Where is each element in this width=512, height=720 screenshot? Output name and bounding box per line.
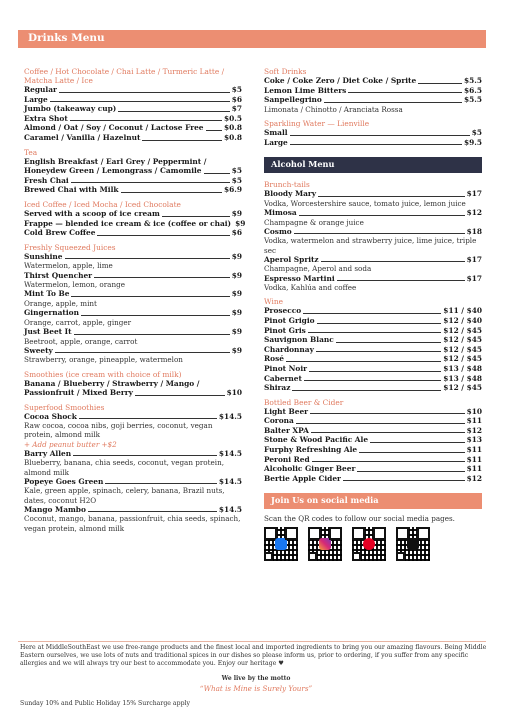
item-name: Almond / Oat / Soy / Coconut / Lactose Free [24, 123, 204, 133]
item-price: $5.5 [463, 95, 482, 105]
section-title-iced: Iced Coffee / Iced Mocha / Iced Chocolate [24, 199, 181, 209]
item-price: $0.8 [223, 123, 242, 133]
section-title-smoothies: Smoothies (ice cream with choice of milk) [24, 369, 182, 379]
item-price: $13 [466, 435, 482, 445]
menu-item [24, 327, 242, 337]
item-price: $17 [466, 273, 482, 283]
item-name: Cold Brew Coffee [24, 228, 96, 238]
menu-item [264, 474, 482, 484]
item-description: Raw cocoa, cocoa nibs, goji berries, coconut, vegan protein, almond milk [24, 421, 213, 440]
item-price: $10 [226, 388, 242, 398]
section-title-superfood: Superfood Smoothies [24, 402, 105, 412]
item-price: $0.5 [223, 113, 242, 123]
menu-item [24, 252, 242, 262]
menu-item [264, 189, 482, 199]
alcohol-title: Alcohol Menu [271, 159, 335, 170]
item-name: Alcoholic Ginger Beer [264, 464, 356, 474]
soft-list [264, 76, 482, 105]
item-price: $14.5 [218, 504, 242, 514]
section-title-soft: Soft Drinks [264, 67, 307, 76]
item-description: Orange, apple, mint [24, 298, 97, 308]
tea-list [24, 166, 242, 195]
item-name: Mint To Be [24, 289, 70, 299]
menu-item [24, 228, 242, 238]
item-price: $9 [231, 289, 242, 299]
menu-item [24, 85, 242, 95]
item-name: Passionfruit / Mixed Berry [24, 388, 133, 398]
menu-item [264, 138, 482, 148]
menu-item [264, 326, 482, 336]
beer-list [264, 407, 482, 484]
item-price: $5 [231, 166, 242, 176]
section-title-sparkling: Sparkling Water — Lienville [264, 118, 370, 128]
item-name: Pinot Noir [264, 363, 308, 373]
menu-item-cocoa-shock: Cocoa Shock $14.5 [24, 411, 242, 421]
item-price: $0.8 [223, 132, 242, 142]
coffee-list [24, 85, 242, 143]
item-price: $5 [471, 127, 482, 137]
menu-item [264, 274, 482, 284]
iced-list [24, 208, 246, 238]
menu-item [264, 435, 482, 445]
item-name: Bloody Mary [264, 189, 317, 199]
item-name: Frappe — blended ice cream & ice (coffee or chai) [24, 218, 232, 228]
menu-item [24, 185, 242, 195]
item-price: $10 [466, 406, 482, 416]
tiktok-qr-code[interactable] [396, 527, 430, 561]
item-price: $14.5 [218, 448, 242, 458]
item-name: Peroni Red [264, 454, 310, 464]
item-name: Large [264, 137, 288, 147]
menu-item [264, 383, 482, 393]
menu-item [264, 316, 482, 326]
superfood-list [24, 449, 242, 533]
item-price: $9 [231, 251, 242, 261]
item-name: Furphy Refreshing Ale [264, 445, 358, 455]
item-description: Champagne & orange juice [264, 217, 364, 227]
item-name: Honeydew Green / Lemongrass / Camomile [24, 166, 202, 176]
item-name: Balter XPA [264, 425, 309, 435]
left-column [24, 67, 246, 533]
section-title-tea: Tea [24, 147, 38, 157]
menu-item [24, 104, 242, 114]
item-name: Brewed Chai with Milk [24, 185, 119, 195]
item-price: $12 / $45 [443, 325, 482, 335]
menu-item [24, 477, 242, 487]
item-price: $9 [231, 326, 242, 336]
menu-item [24, 449, 242, 459]
item-name: Popeye Goes Green [24, 476, 104, 486]
item-price: $6.5 [463, 85, 482, 95]
menu-item [24, 133, 242, 143]
social-header-bar [264, 493, 482, 509]
menu-item [24, 271, 242, 281]
item-price: $9 [231, 208, 242, 218]
menu-item [264, 354, 482, 364]
item-price: $9 [235, 218, 246, 228]
item-price: $13 / $48 [443, 363, 482, 373]
item-description: Beetroot, apple, orange, carrot [24, 336, 138, 346]
item-price: $18 [466, 226, 482, 236]
item-name: Lemon Lime Bitters [264, 85, 347, 95]
pinterest-icon [363, 538, 375, 550]
alcohol-header-bar [264, 157, 482, 173]
smoothies-multi-line: Banana / Blueberry / Strawberry / Mango / [24, 378, 200, 388]
item-description: Vodka, Kahlúa and coffee [264, 283, 357, 293]
item-price: $11 [466, 445, 482, 455]
motto: “What is Mine is Surely Yours” [199, 684, 313, 693]
menu-item [264, 128, 482, 138]
surcharge-note: Sunday 10% and Public Holiday 15% Surcharge apply [20, 700, 191, 707]
facebook-qr-code[interactable] [264, 527, 298, 561]
right-column [264, 67, 482, 561]
item-name: Coke / Coke Zero / Diet Coke / Sprite [264, 76, 417, 85]
item-name: Sauvignon Blanc [264, 335, 334, 345]
item-name: Regular [24, 85, 57, 94]
item-name: Cabernet [264, 373, 302, 383]
section-title-beer: Bottled Beer & Cider [264, 397, 344, 407]
menu-item [24, 176, 242, 186]
item-price: $12 [466, 207, 482, 217]
item-price: $17 [466, 254, 482, 264]
tiktok-icon [407, 538, 419, 550]
item-description: Coconut, mango, banana, passionfruit, chia seeds, spinach, vegan protein, almond milk [24, 514, 241, 533]
footer-text: Here at MiddleSouthEast we use free-range products and the finest local and imported ingredients to bring you our amazing flavours. Being Middle Eastern ourselves, we use lots of nuts and traditional spices in our dishes so please inform us, prior to ordering, if you suffer from any specific allergies and we will always try our best to accommodate you. Enjoy our heritage ♥ [20, 644, 487, 668]
item-price: $12 / $40 [443, 315, 482, 325]
item-price: $11 [466, 416, 482, 426]
menu-item [264, 86, 482, 96]
menu-item [24, 218, 246, 229]
footer-divider [18, 641, 486, 642]
menu-item [264, 208, 482, 218]
menu-item [264, 364, 482, 374]
menu-item [24, 209, 242, 219]
facebook-icon [275, 538, 287, 550]
item-price: $7 [231, 104, 242, 114]
item-name: Caramel / Vanilla / Hazelnut [24, 132, 141, 142]
item-price: $6.9 [223, 185, 242, 195]
item-price: $14.5 [218, 476, 242, 486]
menu-item [24, 388, 242, 398]
section-title-juices: Freshly Squeezed Juices [24, 242, 116, 252]
item-price: $5 [231, 175, 242, 185]
menu-item [264, 374, 482, 384]
menu-item [24, 123, 242, 133]
item-name: Fresh Chai [24, 175, 69, 185]
item-name: Small [264, 127, 288, 137]
item-name: Just Beet It [24, 326, 72, 336]
item-description: Watermelon, apple, lime [24, 261, 113, 271]
menu-item [264, 95, 482, 105]
item-name: Barry Allen [24, 448, 72, 458]
menu-item [24, 346, 242, 356]
menu-item [264, 306, 482, 316]
menu-item [264, 335, 482, 345]
menu-item [24, 308, 242, 318]
item-price: $12 / $45 [443, 354, 482, 364]
item-price: $12 / $45 [443, 344, 482, 354]
section-title-brunch: Brunch-tails [264, 180, 310, 190]
item-name: Thirst Quencher [24, 270, 93, 280]
item-name: Chardonnay [264, 344, 314, 354]
item-price: $6 [231, 228, 242, 238]
item-price: $12 / $45 [443, 383, 482, 393]
item-name: Bertie Apple Cider [264, 473, 341, 483]
menu-item [264, 407, 482, 417]
menu-item [24, 505, 242, 515]
menu-item [264, 445, 482, 455]
item-name: Pinot Grigio [264, 315, 315, 325]
item-name: Rosé [264, 354, 284, 364]
item-name: Aperol Spritz [264, 254, 319, 264]
qr-code-row [264, 527, 482, 561]
menu-item [264, 76, 482, 86]
item-name: Light Beer [264, 406, 309, 416]
item-price: $12 / $45 [443, 335, 482, 345]
menu-item [264, 455, 482, 465]
smoothie-list [24, 388, 242, 398]
item-description: Orange, carrot, apple, ginger [24, 317, 132, 327]
item-name: Extra Shot [24, 113, 68, 123]
item-description: Blueberry, banana, chia seeds, coconut, vegan protein, almond milk [24, 458, 224, 477]
menu-title: Drinks Menu [28, 32, 105, 44]
item-name: Mimosa [264, 207, 297, 217]
brunch-list [264, 189, 482, 292]
menu-header-bar [18, 30, 486, 48]
instagram-icon [319, 538, 331, 550]
item-price: $9 [231, 308, 242, 318]
item-description: Strawberry, orange, pineapple, watermelon [24, 355, 183, 365]
section-title-coffee: Coffee / Hot Chocolate / Chai Latte / Turmeric Latte / Matcha Latte / Ice [24, 67, 225, 85]
item-description: Kale, green apple, spinach, celery, banana, Brazil nuts, dates, coconut H2O [24, 486, 225, 505]
item-price: $11 [466, 464, 482, 474]
social-text: Scan the QR codes to follow our social media pages. [264, 514, 455, 524]
item-price: $6 [231, 94, 242, 104]
instagram-qr-code[interactable] [308, 527, 342, 561]
addon-note: + Add peanut butter +$2 [24, 439, 117, 449]
item-price: $9 [231, 270, 242, 280]
item-description: Watermelon, lemon, orange [24, 280, 125, 290]
item-price: $9.5 [463, 137, 482, 147]
item-name: Large [24, 94, 48, 104]
menu-item [24, 95, 242, 105]
menu-item [24, 289, 242, 299]
item-price: $9 [231, 345, 242, 355]
item-name: Mango Mambo [24, 504, 86, 514]
menu-item [24, 166, 242, 176]
item-name: Shiraz [264, 383, 291, 393]
item-description: Champagne, Aperol and soda [264, 264, 372, 274]
item-name: Espresso Martini [264, 273, 335, 283]
item-name: Pinot Gris [264, 325, 306, 335]
item-price: $5 [231, 85, 242, 94]
tea-multi-line: English Breakfast / Earl Grey / Peppermint / [24, 156, 207, 166]
motto-intro: We live by the motto [221, 675, 291, 682]
menu-item [264, 345, 482, 355]
item-name: Prosecco [264, 306, 302, 316]
section-title-wine: Wine [264, 297, 283, 307]
item-name: Cosmo [264, 226, 292, 236]
sparkling-list [264, 128, 482, 147]
item-price: $13 / $48 [443, 373, 482, 383]
item-name: Sunshine [24, 251, 63, 261]
item-name: Gingernation [24, 308, 79, 318]
menu-item [24, 114, 242, 124]
item-price: $17 [466, 189, 482, 199]
item-name: Jumbo (takeaway cup) [24, 104, 117, 114]
item-price: $12 [466, 425, 482, 435]
wine-list [264, 306, 482, 392]
menu-item [264, 227, 482, 237]
item-price: $11 [466, 454, 482, 464]
menu-item [264, 416, 482, 426]
item-name: Served with a scoop of ice cream [24, 208, 160, 218]
item-name: Corona [264, 416, 294, 426]
menu-item [264, 464, 482, 474]
item-price: $5.5 [463, 76, 482, 85]
soft-note: Limonata / Chinotto / Aranciata Rossa [264, 104, 403, 114]
menu-item [264, 255, 482, 265]
item-name: Sanpellegrino [264, 95, 322, 105]
menu-item [264, 426, 482, 436]
social-title: Join Us on social media [271, 495, 379, 506]
item-description: Vodka, Worcestershire sauce, tomato juice, lemon juice [264, 198, 466, 208]
item-description: Vodka, watermelon and strawberry juice, lime juice, triple sec [264, 236, 477, 255]
item-price: $11 / $40 [443, 306, 482, 316]
juice-list [24, 252, 242, 365]
item-price: $12 [466, 473, 482, 483]
item-name: Sweety [24, 345, 53, 355]
item-name: Stone & Wood Pacific Ale [264, 435, 369, 445]
pinterest-qr-code[interactable] [352, 527, 386, 561]
